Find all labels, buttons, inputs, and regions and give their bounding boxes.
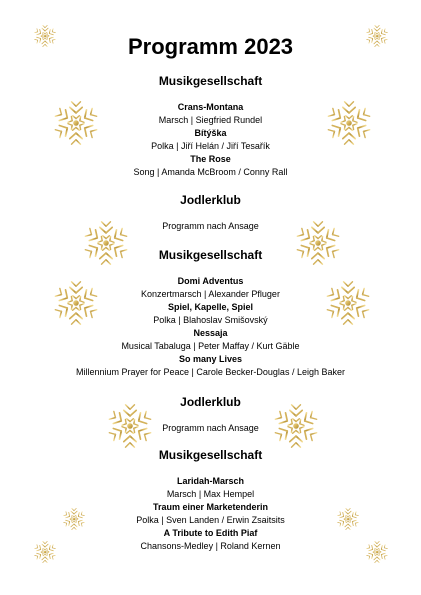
piece-detail: Polka | Sven Landen / Erwin Zsaitsits: [136, 515, 285, 525]
piece-title: A Tribute to Edith Piaf: [163, 528, 258, 538]
piece-title: The Rose: [190, 154, 231, 164]
piece-detail: Musical Tabaluga | Peter Maffay / Kurt Gäble: [121, 341, 300, 351]
piece-detail: Marsch | Max Hempel: [166, 489, 255, 499]
piece-detail: Millennium Prayer for Peace | Carole Becker-Douglas / Leigh Baker: [76, 367, 345, 377]
piece-detail: Polka | Jiří Helán / Jiří Tesařík: [151, 141, 270, 151]
piece-title: So many Lives: [178, 354, 243, 364]
section-heading: Musikgesellschaft: [158, 74, 263, 88]
piece-title: Crans-Montana: [177, 102, 244, 112]
piece-detail: Chansons-Medley | Roland Kernen: [140, 541, 281, 551]
piece-detail: Marsch | Siegfried Rundel: [158, 115, 263, 125]
piece-title: Bítýška: [194, 128, 227, 138]
section-note: Programm nach Ansage: [162, 221, 259, 231]
page-title: Programm 2023: [127, 34, 294, 59]
section-heading: Jodlerklub: [180, 193, 241, 207]
piece-detail: Song | Amanda McBroom / Conny Rall: [133, 167, 288, 177]
section-heading: Musikgesellschaft: [158, 248, 263, 262]
piece-title: Laridah-Marsch: [176, 476, 245, 486]
section-note: Programm nach Ansage: [162, 423, 259, 433]
piece-title: Traum einer Marketenderin: [152, 502, 269, 512]
piece-detail: Polka | Blahoslav Smišovský: [153, 315, 268, 325]
section-heading: Jodlerklub: [180, 395, 241, 409]
piece-title: Nessaja: [193, 328, 228, 338]
section-heading: Musikgesellschaft: [158, 448, 263, 462]
piece-detail: Konzertmarsch | Alexander Pfluger: [141, 289, 280, 299]
piece-title: Domi Adventus: [177, 276, 244, 286]
piece-title: Spiel, Kapelle, Spiel: [167, 302, 254, 312]
